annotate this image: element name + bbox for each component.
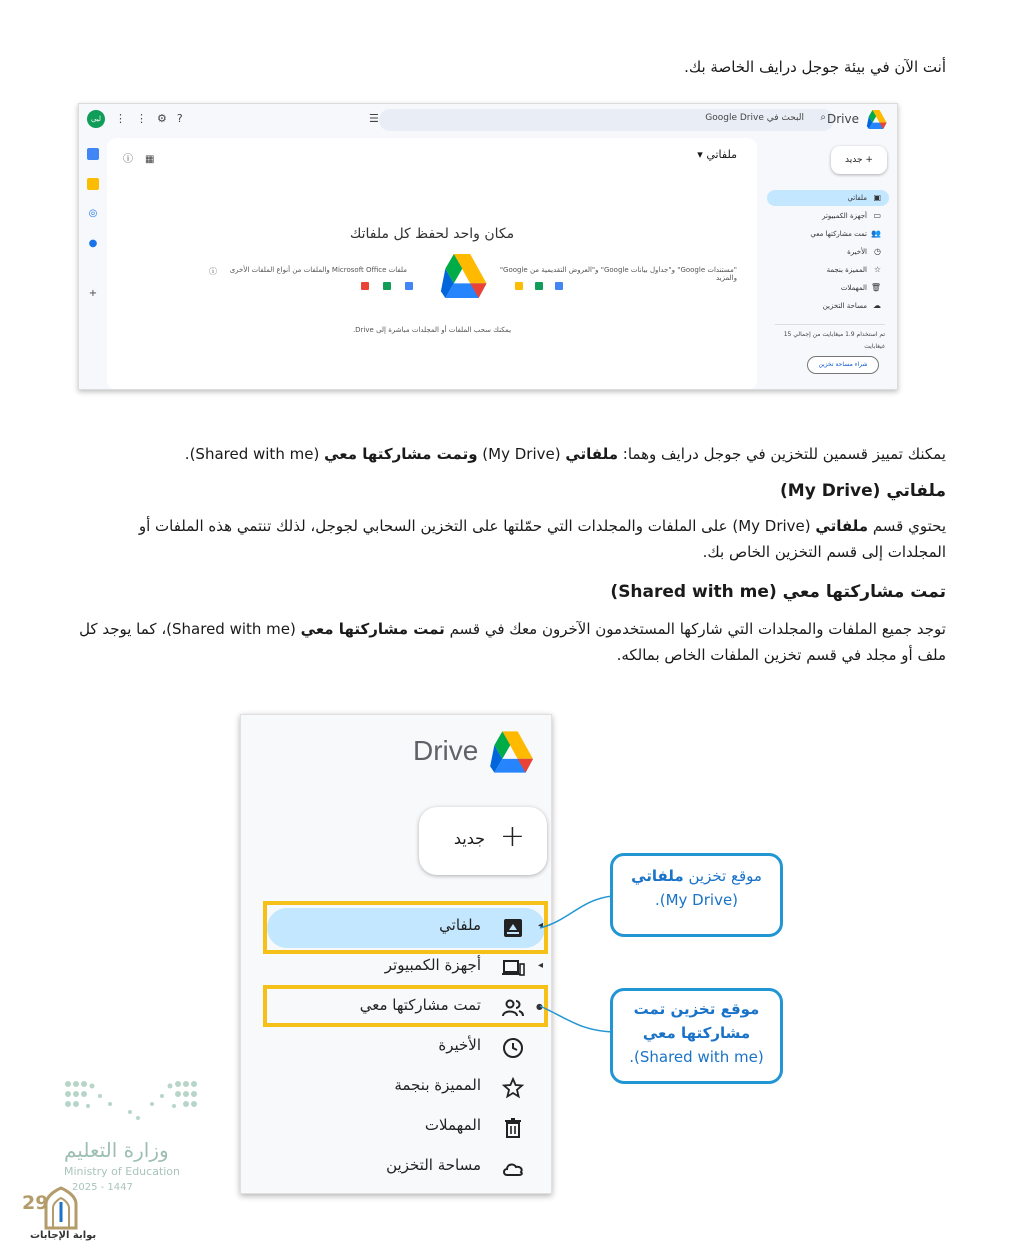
top-icons: [115, 112, 193, 125]
text: توجد جميع الملفات والمجلدات التي شاركها المستخدمون الآخرون معك في قسم: [444, 620, 946, 638]
nav-computers[interactable]: [767, 208, 889, 224]
gear-icon[interactable]: ⚙: [157, 112, 177, 125]
side-panel: [79, 138, 107, 388]
help-icon[interactable]: ?: [176, 112, 193, 125]
nav-label: الأخيرة: [847, 248, 867, 256]
intro-text: أنت الآن في بيئة جوجل درايف الخاصة بك.: [684, 58, 946, 76]
plus-icon: +: [499, 819, 525, 854]
sidebar-item-storage[interactable]: [241, 1150, 552, 1186]
nav-label: المميزة بنجمة: [826, 266, 867, 274]
paragraph-shared: [78, 616, 946, 668]
shared-icon: 👥: [871, 229, 881, 238]
new-button[interactable]: [419, 807, 547, 875]
drive-sidebar-crop: [240, 714, 552, 1194]
text: موقع تخزين: [683, 867, 762, 885]
drop-hint: يمكنك سحب الملفات أو المجلدات مباشرة إلى Drive.: [352, 326, 512, 334]
bold-text: ملفاتي: [565, 445, 619, 463]
nav-shared[interactable]: [767, 226, 889, 242]
computers-icon: [501, 956, 525, 980]
sidebar-item-label: الأخيرة: [438, 1036, 481, 1054]
callout-my-drive: [610, 853, 783, 937]
sidebar-item-trash[interactable]: [241, 1110, 552, 1146]
search-placeholder: البحث في Google Drive: [705, 113, 804, 123]
new-label: جديد: [845, 155, 863, 165]
text: (My Drive): [477, 445, 566, 463]
mini-sidebar: [757, 138, 897, 390]
sidebar-item-label: أجهزة الكمبيوتر: [384, 956, 481, 974]
computers-icon: ▭: [873, 211, 881, 220]
google-files-text: "مستندات Google" و"جداول بيانات Google" و"العروض التقديمية من Google" والمزيد: [499, 266, 737, 282]
drive-screenshot: [78, 103, 898, 390]
ministry-name-ar: وزارة التعليم: [64, 1138, 169, 1162]
cloud-icon: ☁: [873, 301, 881, 310]
sidebar-item-label: المميزة بنجمة: [394, 1076, 481, 1094]
view-icons: [123, 150, 166, 165]
sidebar-item-label: ملفاتي: [439, 916, 481, 934]
info-icon[interactable]: ⓘ: [209, 267, 217, 276]
nav-recent[interactable]: [767, 244, 889, 260]
nav-label: أجهزة الكمبيوتر: [822, 212, 867, 220]
text: (Shared with me)، كما يوجد كل ملف أو مجلد في قسم تخزين الملفات الخاص بمالكه.: [79, 620, 946, 664]
info-icon[interactable]: ⓘ: [123, 154, 145, 165]
drive-logo-text: Drive: [413, 735, 479, 766]
caret-icon[interactable]: ◂: [537, 960, 543, 971]
nav-my-drive[interactable]: [767, 190, 889, 206]
main-panel: [107, 138, 757, 390]
office-files-text: ملفات Microsoft Office والملفات من أنواع الملفات الأخرى: [229, 266, 407, 274]
callout-shared: [610, 988, 783, 1084]
cloud-icon: [501, 1156, 525, 1180]
nav-label: مساحة التخزين: [822, 302, 867, 310]
docs-icon: [555, 282, 563, 290]
add-icon[interactable]: +: [88, 288, 98, 299]
ministry-name-en: Ministry of Education: [64, 1165, 181, 1178]
callout-line: [619, 864, 774, 888]
buy-storage-button[interactable]: شراء مساحة تخزين: [807, 356, 879, 374]
grid-icon[interactable]: ▦: [145, 154, 167, 165]
paragraph-my-drive: [78, 513, 946, 565]
drive-logo-icon: [487, 731, 533, 773]
apps-icon[interactable]: ⋮⋮: [115, 112, 157, 125]
trash-icon: 🗑: [870, 283, 881, 292]
sidebar-item-recent[interactable]: [241, 1030, 552, 1066]
new-label: جديد: [453, 829, 485, 848]
avatar[interactable]: ليى: [87, 110, 105, 128]
calendar-icon[interactable]: [87, 148, 99, 160]
highlight-my-drive: [263, 901, 548, 954]
search-icon[interactable]: ⌕: [820, 112, 826, 123]
heading-my-drive: ملفاتي (My Drive): [780, 481, 946, 501]
dot-icon: ●: [536, 1002, 543, 1011]
clock-icon: [501, 1036, 525, 1060]
connector-lines: [530, 880, 620, 1050]
ministry-years: 2025 - 1447: [72, 1182, 133, 1193]
drive-large-logo-icon: [437, 254, 487, 298]
contacts-icon[interactable]: ●: [88, 238, 98, 249]
main-title[interactable]: ملفاتي ▾: [697, 148, 737, 161]
nav-starred[interactable]: [767, 262, 889, 278]
bold-text: ملفاتي: [631, 867, 684, 885]
drive-logo-text: Drive: [827, 112, 859, 126]
bold-text: ملفاتي: [815, 517, 869, 535]
sidebar-item-label: تمت مشاركتها معي: [359, 996, 481, 1014]
drive-logo-icon: [865, 110, 887, 129]
nav-storage[interactable]: [767, 298, 889, 314]
filter-icon[interactable]: ☰: [369, 112, 379, 125]
paragraph-sections: [78, 441, 946, 467]
text: يحتوي قسم: [868, 517, 946, 535]
keep-icon[interactable]: [87, 178, 99, 190]
callout-line: (My Drive).: [654, 891, 739, 909]
tasks-icon[interactable]: ◎: [88, 208, 98, 219]
nav-label: المهملات: [840, 284, 867, 292]
new-button[interactable]: + جديد: [831, 146, 887, 174]
sidebar-item-starred[interactable]: [241, 1070, 552, 1106]
sidebar-item-label: المهملات: [424, 1116, 481, 1134]
nav-label: ملفاتي: [847, 194, 867, 202]
slides-icon: [515, 282, 523, 290]
nav-trash[interactable]: [767, 280, 889, 296]
xls-icon: [383, 282, 391, 290]
trash-icon: [501, 1116, 525, 1140]
ppt-icon: [361, 282, 369, 290]
sidebar-item-computers[interactable]: [241, 950, 552, 986]
callout-line: (Shared with me).: [629, 1048, 764, 1066]
star-icon: [501, 1076, 525, 1100]
text: يمكنك تمييز قسمين للتخزين في جوجل درايف وهما:: [618, 445, 946, 463]
empty-heading: مكان واحد لحفظ كل ملفاتك: [349, 226, 515, 242]
clock-icon: ◷: [874, 247, 881, 256]
text: (Shared with me).: [184, 445, 325, 463]
doc-icon: [405, 282, 413, 290]
caret-icon[interactable]: ◂: [537, 920, 543, 931]
sidebar-item-label: مساحة التخزين: [386, 1156, 481, 1174]
text: (My Drive) على الملفات والمجلدات التي حمّلتها على التخزين السحابي لجوجل، لذلك تنتمي هذه الملفات أو المجلدات إلى قسم التخزين الخاص بك.: [138, 517, 946, 561]
my-drive-icon: ▣: [873, 193, 881, 202]
nav-label: تمت مشاركتها معي: [810, 230, 867, 238]
callout-line: مشاركتها معي: [642, 1024, 751, 1042]
bold-text: تمت مشاركتها معي: [300, 620, 445, 638]
sheets-icon: [535, 282, 543, 290]
highlight-shared: [263, 985, 548, 1027]
gateway-logo-icon: [40, 1186, 82, 1230]
heading-shared: تمت مشاركتها معي (Shared with me): [610, 582, 946, 602]
storage-text: تم استخدام 1.9 ميغابايت من إجمالي 15 غيغابايت: [775, 324, 885, 353]
star-icon: ☆: [873, 265, 881, 274]
page-number: 29: [22, 1192, 49, 1214]
gateway-badge: بوابة الإجابات: [30, 1230, 97, 1241]
bold-text: وتمت مشاركتها معي: [324, 445, 478, 463]
ministry-logo-dots-icon: [64, 1080, 198, 1124]
top-bar: [79, 104, 897, 136]
callout-line: موقع تخزين تمت: [633, 1000, 760, 1018]
search-input[interactable]: [379, 109, 834, 131]
